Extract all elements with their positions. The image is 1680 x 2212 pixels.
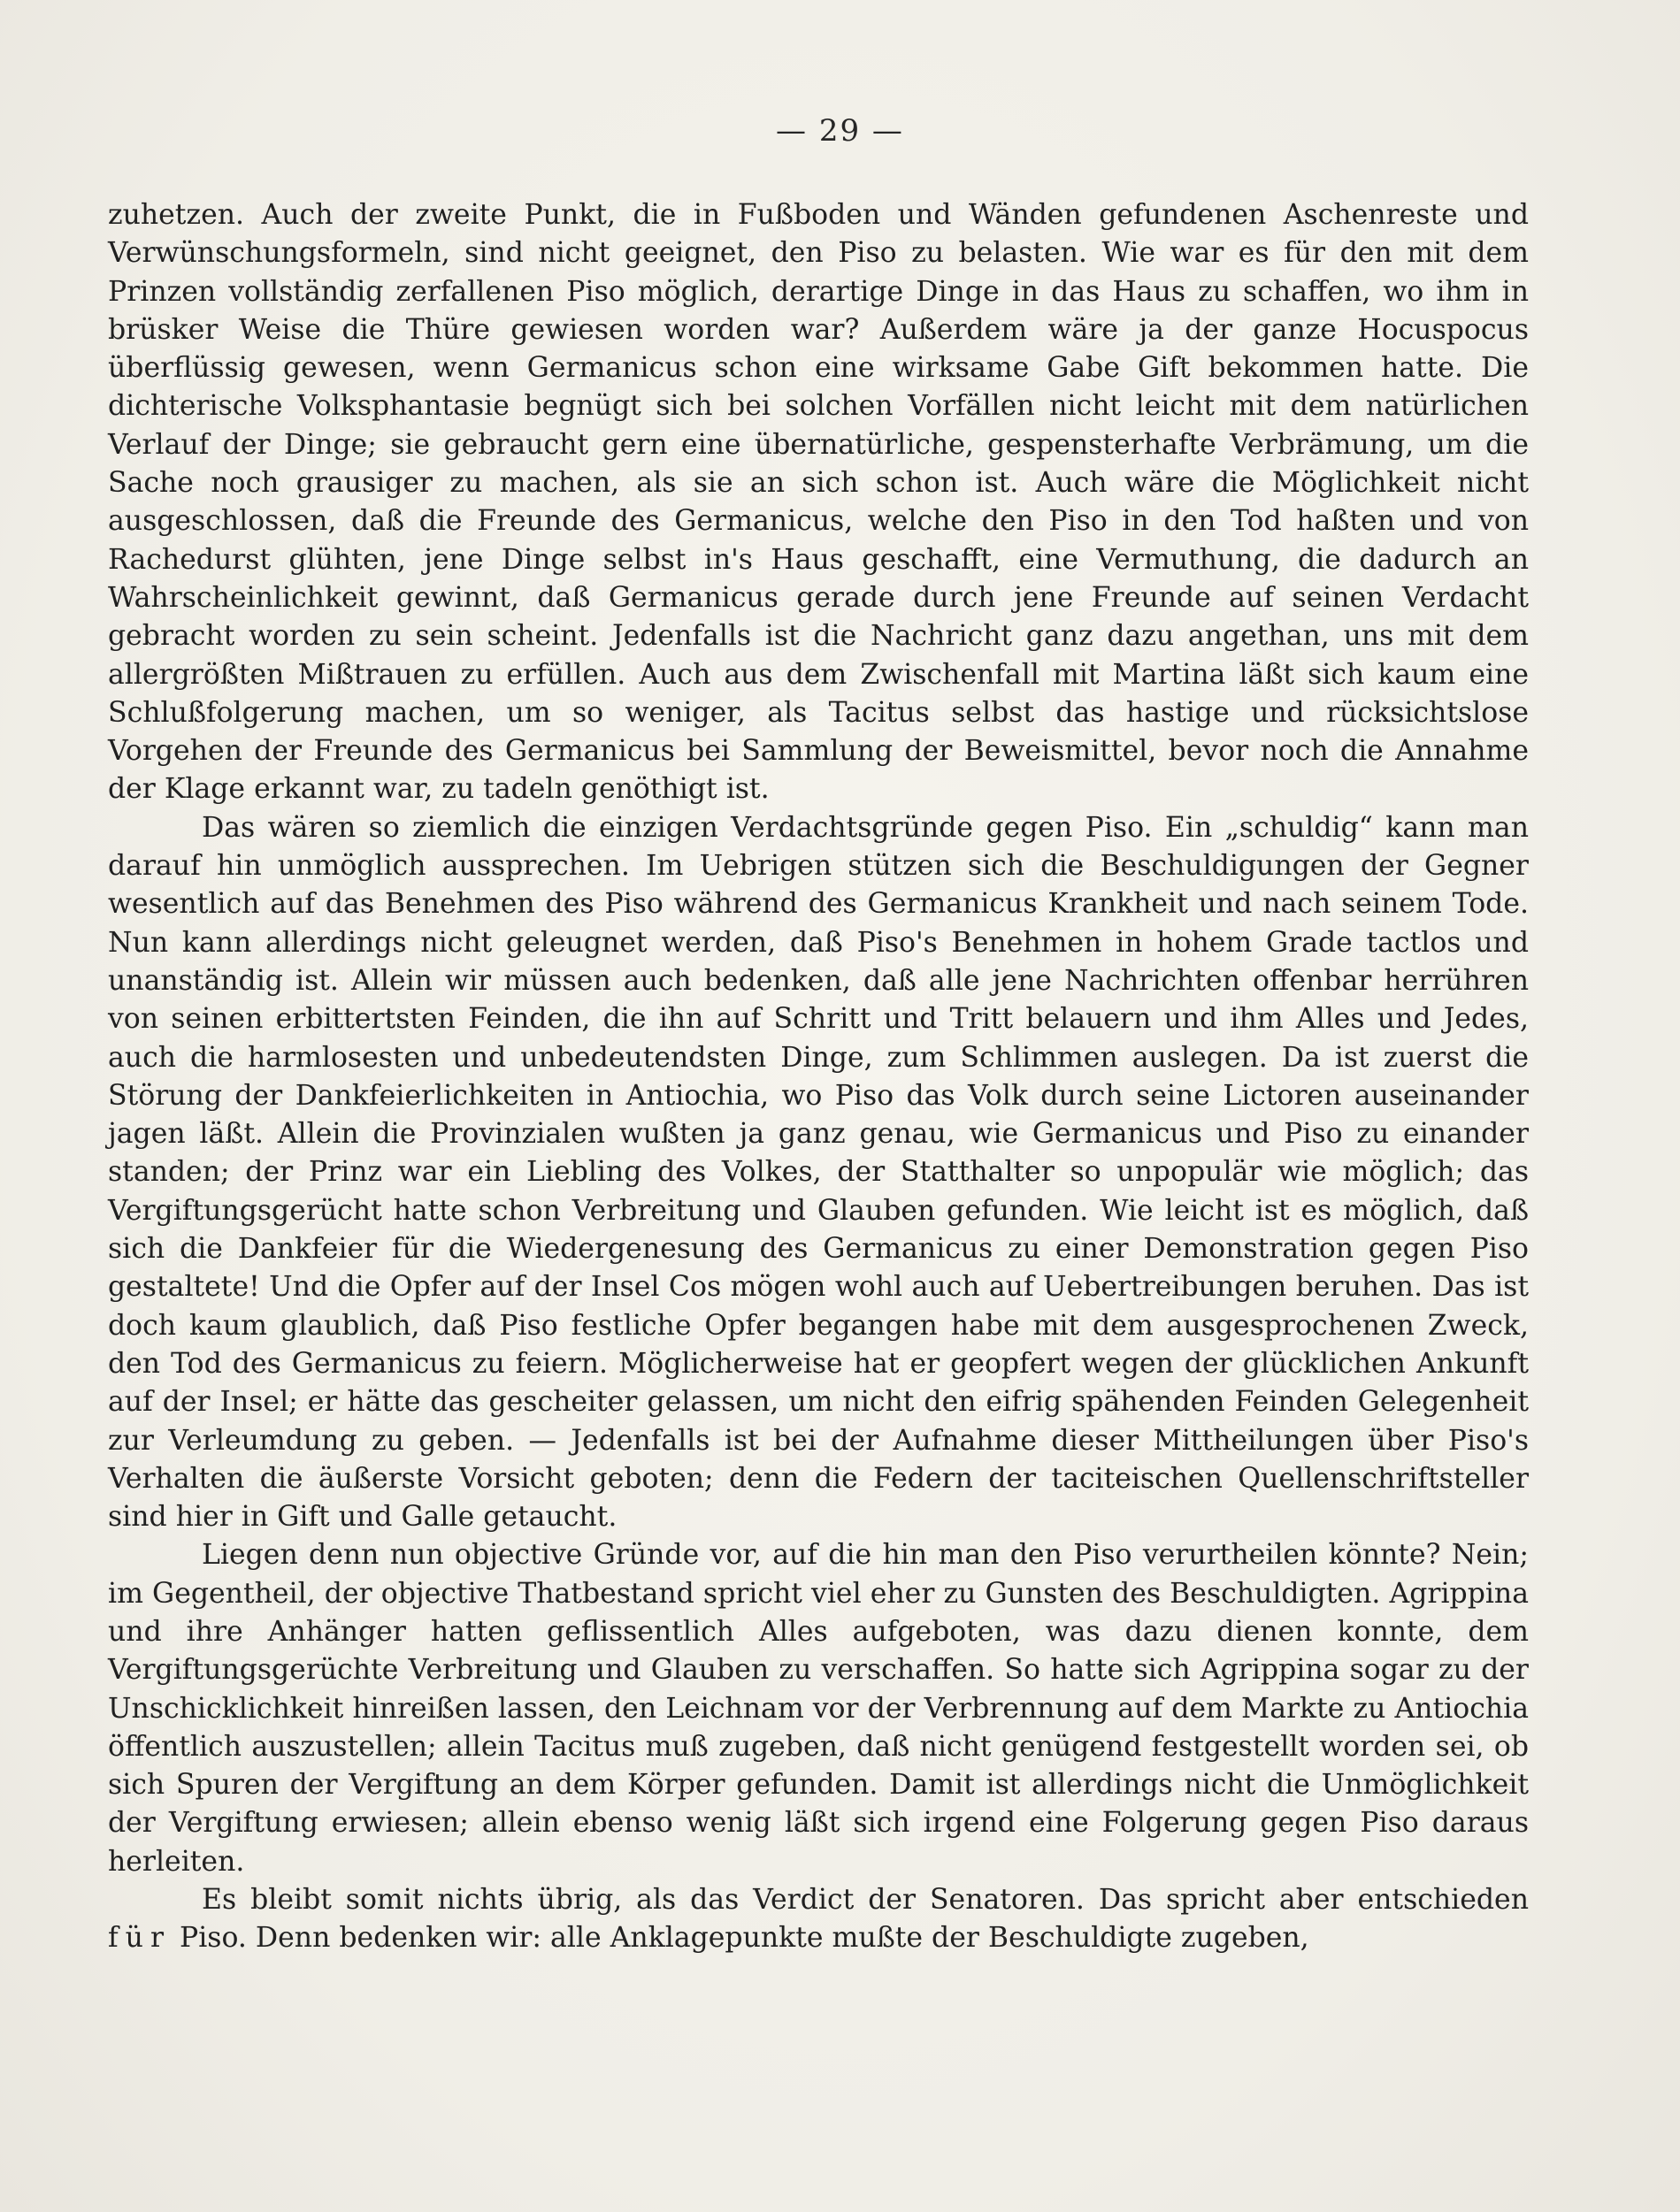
paragraph-4-text-before: Es bleibt somit nichts übrig, als das Verdict der Senatoren. Das spricht aber entschieden bbox=[202, 1884, 1529, 1917]
paragraph-4 bbox=[108, 1881, 1529, 1958]
paragraph-3: Liegen denn nun objective Gründe vor, auf die hin man den Piso verurtheilen könnte? Nein; im Gegentheil, der objective Thatbestand spricht viel eher zu Gunsten des Beschuldigten. Agrippina und ihre Anhänger hatten geflissentlich Alles aufgeboten, was dazu dienen konnte, dem Vergiftungsgerüchte Verbreitung und Glauben zu verschaffen. So hatte sich Agrippina sogar zu der Unschicklichkeit hinreißen lassen, den Leichnam vor der Verbrennung auf dem Markte zu Antiochia öffentlich auszustellen; allein Tacitus muß zugeben, daß nicht genügend festgestellt worden sei, ob sich Spuren der Vergiftung an dem Körper gefunden. Damit ist allerdings nicht die Unmöglichkeit der Vergiftung erwiesen; allein ebenso wenig läßt sich irgend eine Folgerung gegen Piso daraus herleiten. bbox=[108, 1539, 1529, 1878]
paragraph-2: Das wären so ziemlich die einzigen Verdachtsgründe gegen Piso. Ein „schuldig“ kann man darauf hin unmöglich aussprechen. Im Uebrigen stützen sich die Beschuldigungen der Gegner wesentlich auf das Benehmen des Piso während des Germanicus Krankheit und nach seinem Tode. Nun kann allerdings nicht geleugnet werden, daß Piso's Benehmen in hohem Grade tactlos und unanständig ist. Allein wir müssen auch bedenken, daß alle jene Nachrichten offenbar herrühren von seinen erbittertsten Feinden, die ihn auf Schritt und Tritt belauern und ihm Alles und Jedes, auch die harmlosesten und unbedeutendsten Dinge, zum Schlimmen auslegen. Da ist zuerst die Störung der Dankfeierlichkeiten in Antiochia, wo Piso das Volk durch seine Lictoren auseinander jagen läßt. Allein die Provinzialen wußten ja ganz genau, wie Germanicus und Piso zu einander standen; der Prinz war ein Liebling des Volkes, der Statthalter so unpopulär wie möglich; das Vergiftungsgerücht hatte schon Verbreitung und Glauben gefunden. Wie leicht ist es möglich, daß sich die Dankfeier für die Wiedergenesung des Germanicus zu einer Demonstration gegen Piso gestaltete! Und die Opfer auf der Insel Cos mögen wohl auch auf Uebertreibungen beruhen. Das ist doch kaum glaublich, daß Piso festliche Opfer begangen habe mit dem ausgesprochenen Zweck, den Tod des Germanicus zu feiern. Möglicherweise hat er geopfert wegen der glücklichen Ankunft auf der Insel; er hätte das gescheiter gelassen, um nicht den eifrig spähenden Feinden Gelegenheit zur Verleumdung zu geben. — Jedenfalls ist bei der Aufnahme dieser Mittheilungen über Piso's Verhalten die äußerste Vorsicht geboten; denn die Federn der taciteischen Quellenschriftsteller sind hier in Gift und Galle getaucht. bbox=[108, 811, 1529, 1534]
page-number: — 29 — bbox=[776, 113, 904, 149]
paragraph-4-text-after: Piso. Denn bedenken wir: alle Anklagepunkte mußte der Beschuldigte zugeben, bbox=[171, 1922, 1309, 1955]
text-body bbox=[108, 196, 1529, 1958]
emphasized-word: für bbox=[108, 1922, 172, 1955]
paragraph-1: zuhetzen. Auch der zweite Punkt, die in Fußboden und Wänden gefundenen Aschenreste und Verwünschungsformeln, sind nicht geeignet, den Piso zu belasten. Wie war es für den mit dem Prinzen vollständig zerfallenen Piso möglich, derartige Dinge in das Haus zu schaffen, wo ihm in brüsker Weise die Thüre gewiesen worden war? Außerdem wäre ja der ganze Hocuspocus überflüssig gewesen, wenn Germanicus schon eine wirksame Gabe Gift bekommen hatte. Die dichterische Volksphantasie begnügt sich bei solchen Vorfällen nicht leicht mit dem natürlichen Verlauf der Dinge; sie gebraucht gern eine übernatürliche, gespensterhafte Verbrämung, um die Sache noch grausiger zu machen, als sie an sich schon ist. Auch wäre die Möglichkeit nicht ausgeschlossen, daß die Freunde des Germanicus, welche den Piso in den Tod haßten und von Rachedurst glühten, jene Dinge selbst in's Haus geschafft, eine Vermuthung, die dadurch an Wahrscheinlichkeit gewinnt, daß Germanicus gerade durch jene Freunde auf seinen Verdacht gebracht worden zu sein scheint. Jedenfalls ist die Nachricht ganz dazu angethan, uns mit dem allergrößten Mißtrauen zu erfüllen. Auch aus dem Zwischenfall mit Martina läßt sich kaum eine Schlußfolgerung machen, um so weniger, als Tacitus selbst das hastige und rücksichtslose Vorgehen der Freunde des Germanicus bei Sammlung der Beweismittel, bevor noch die Annahme der Klage erkannt war, zu tadeln genöthigt ist. bbox=[108, 199, 1529, 806]
